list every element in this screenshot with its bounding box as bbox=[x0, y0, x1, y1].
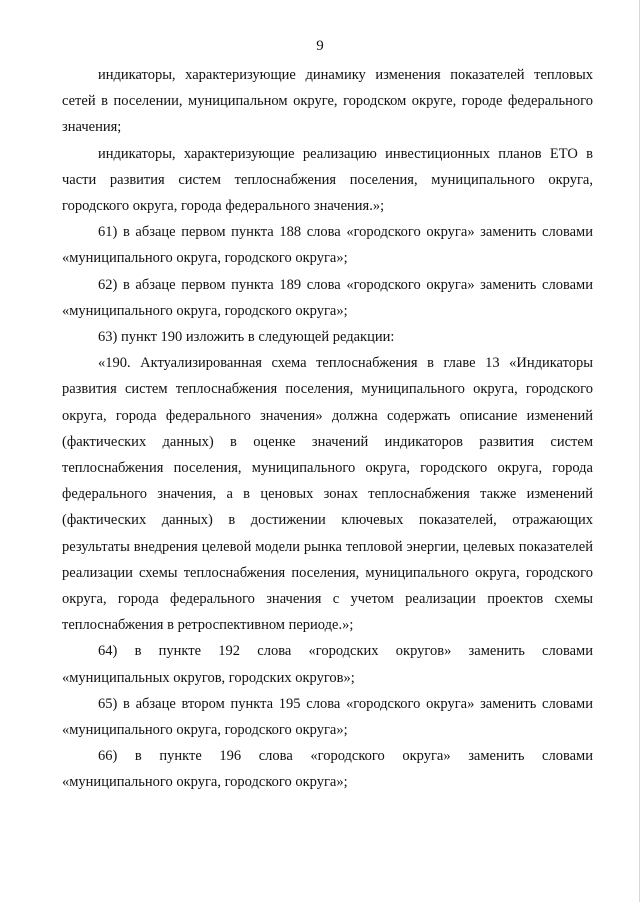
page-number: 9 bbox=[316, 38, 324, 54]
paragraph-amendment-64: 64) в пункте 192 слова «городских округов» заменить словами «муниципальных округов, городских округов»; bbox=[62, 643, 593, 686]
paragraph-amendment-61: 61) в абзаце первом пункта 188 слова «городского округа» заменить словами «муниципального округа, городского округа»; bbox=[62, 224, 593, 267]
paragraph-indicators-investment-plans: индикаторы, характеризующие реализацию инвестиционных планов ЕТО в части развития систем теплоснабжения поселения, муниципального округа, городского округа, города федерального значения.»; bbox=[62, 145, 593, 215]
paragraph-amendment-63: 63) пункт 190 изложить в следующей редакции: bbox=[98, 329, 395, 346]
document-body bbox=[62, 62, 593, 796]
paragraph-amendment-62: 62) в абзаце первом пункта 189 слова «городского округа» заменить словами «муниципального округа, городского округа»; bbox=[62, 276, 593, 319]
paragraph-amendment-65: 65) в абзаце втором пункта 195 слова «городского округа» заменить словами «муниципального округа, городского округа»; bbox=[62, 695, 593, 739]
paragraph-indicators-heat-networks: индикаторы, характеризующие динамику изменения показателей тепловых сетей в поселении, муниципальном округе, городском округе, городе федерального значения; bbox=[62, 67, 593, 136]
paragraph-clause-190: «190. Актуализированная схема теплоснабжения в главе 13 «Индикаторы развития систем теплоснабжения поселения, муниципального округа, городского округа, города федерального значения» должна содержать описание изменений (фактических данных) в оценке значений индикаторов развития систем теплоснабжения поселения, муниципального округа, городского округа, города федерального значения, а в ценовых зонах теплоснабжения также изменений (фактических данных) в достижении ключевых показателей, отражающих результаты внедрения целевой модели рынка тепловой энергии, целевых показателей реализации схемы теплоснабжения поселения, муниципального округа, городского округа, города федерального значения с учетом реализации проектов схемы теплоснабжения в ретроспективном периоде.»; bbox=[62, 355, 593, 634]
paragraph-amendment-66: 66) в пункте 196 слова «городского округа» заменить словами «муниципального округа, городского округа»; bbox=[62, 748, 593, 791]
